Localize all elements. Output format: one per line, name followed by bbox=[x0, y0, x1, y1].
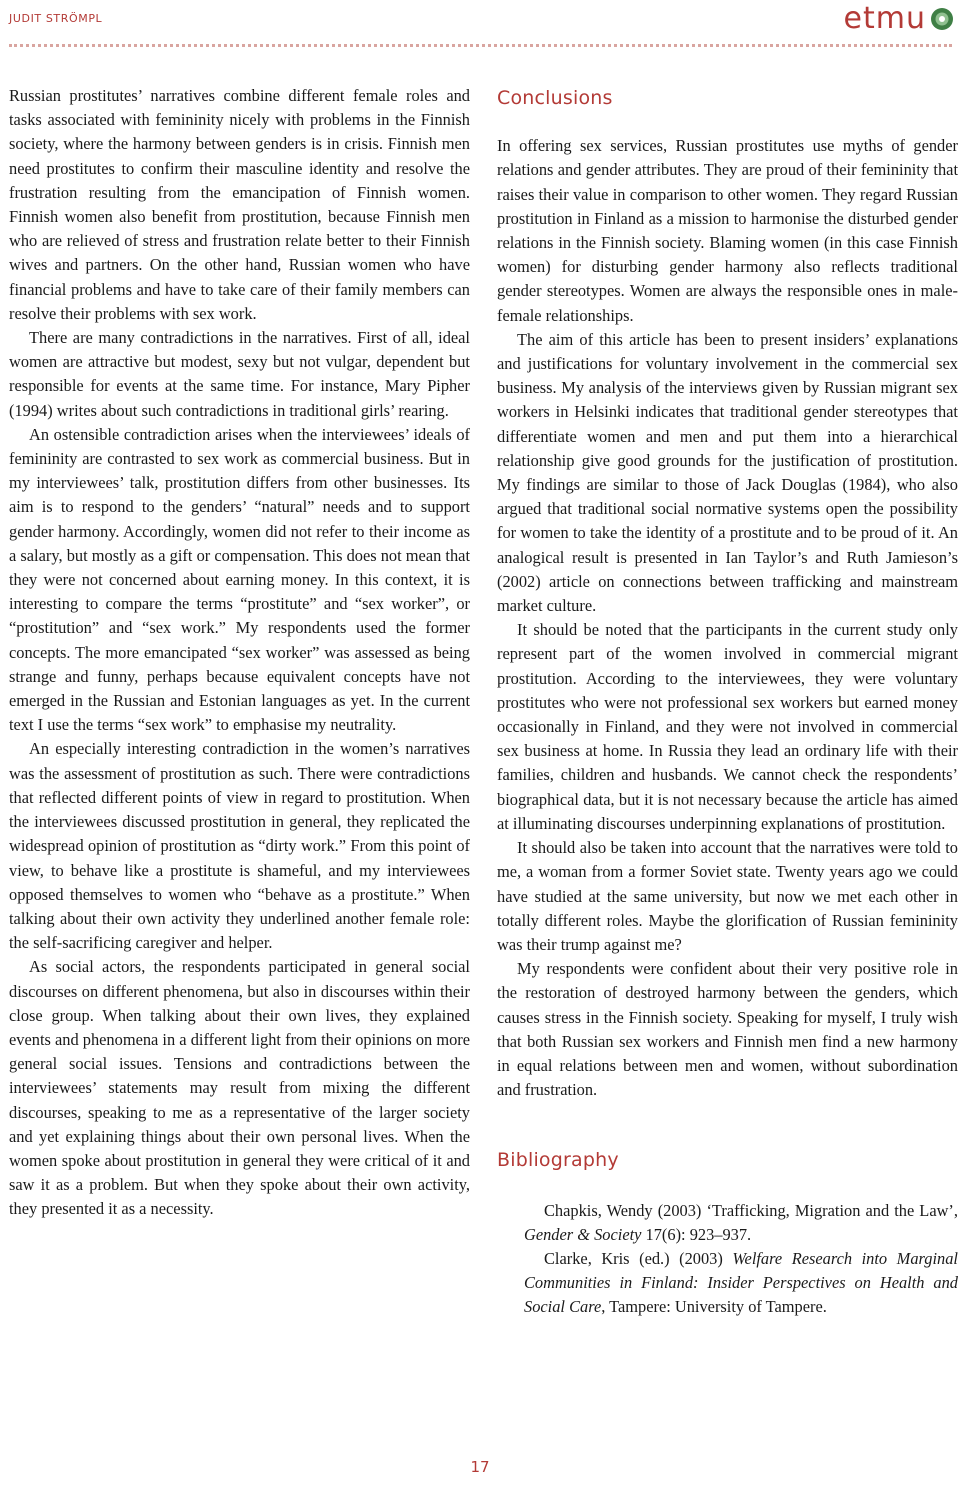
logo-text: etmu bbox=[843, 1, 926, 36]
conclusions-paragraph: It should be noted that the participants in the current study only represent part of the women involved in commercial migrant prostitution. According to the interviewees, they were voluntary prostitutes who were not professional sex workers but earned money occasionally in Finland, and they were not involved in commercial sex business at home. In Russia they lead an ordinary life with their families, children and husbands. We cannot check the respondents’ biographical data, but it is not necessary because the article has aimed at illuminating discourses underpinning explanations of prostitution. bbox=[497, 620, 958, 833]
bibliography-entry-text: 17(6): 923–937. bbox=[641, 1224, 752, 1244]
body-paragraph: An especially interesting contradiction in the women’s narratives was the assessment of prostitution as such. There were contradictions that reflected different points of view in regard to prostitution. When the interviewees discussed prostitution in general, they replicated the widespread opinion of prostitution as “dirty work.” From this point of view, to behave like a prostitute is shameful, and my interviewees opposed themselves to women who “behave as a prostitute.” When talking about their own activity they underlined another female role: the self-sacrificing caregiver and helper. bbox=[9, 739, 470, 953]
page-number: 17 bbox=[470, 1458, 490, 1476]
conclusions-paragraph: My respondents were confident about their very positive role in the restoration of destroyed harmony between the genders, which causes stress in the Finnish society. Speaking for myself, I truly wish that both Russian sex workers and Finnish men find a new harmony in equal relations between men and women, without subordination and frustration. bbox=[497, 959, 958, 1100]
etmu-logo bbox=[843, 1, 954, 36]
bibliography-entry-text: Clarke, Kris (ed.) (2003) bbox=[544, 1248, 733, 1268]
conclusions-paragraph: The aim of this article has been to present insiders’ explanations and justifications for voluntary involvement in the commercial sex business. My analysis of the interviews given by Russian migrant sex workers in Helsinki indicates that traditional gender stereotypes that differentiate women and men and put them into a hierarchical relationship give good grounds for the justification of prostitution. My findings are similar to those of Jack Douglas (1984), who also argued that traditional social normative systems open the possibility for women to take the identity of a prostitute and to be proud of it. An analogical result is presented in Ian Taylor’s and Ruth Jamieson’s (2002) article on connections between trafficking and mainstream market culture. bbox=[497, 329, 958, 616]
bibliography-entry-title: Welfare Research into Marginal Communities in Finland: Insider Perspectives on Health and Social Care bbox=[524, 1248, 958, 1317]
bibliography-entry-text: , Tampere: University of Tampere. bbox=[601, 1297, 827, 1317]
globe-icon bbox=[930, 7, 954, 31]
body-paragraph: An ostensible contradiction arises when the interviewees’ ideals of femininity are contrasted to sex work as commercial business. But in my interviewees’ talk, prostitution differs from other businesses. Its aim is to respond to the genders’ “natural” needs and to support gender harmony. Accordingly, women did not refer to their income as a salary, but mostly as a gift or compensation. This does not mean that they were not concerned about earning money. In this context, it is interesting to compare the terms “prostitute” and “sex worker”, or “prostitution” and “sex work.” My respondents used the former concepts. The more emancipated “sex worker” was assessed as being strange and funny, perhaps because equivalent concepts have not emerged in the Russian and Estonian languages as yet. In the current text I use the terms “sex work” to emphasise my neutrality. bbox=[9, 424, 470, 735]
right-column bbox=[497, 84, 958, 1320]
header-divider bbox=[9, 44, 952, 47]
bibliography-entry-title: Gender & Society bbox=[524, 1224, 642, 1244]
left-column bbox=[9, 84, 470, 1222]
conclusions-heading: Conclusions bbox=[497, 87, 613, 109]
body-paragraph: There are many contradictions in the narratives. First of all, ideal women are attractive but modest, sexy but not vulgar, dependent but responsible for events at the same time. For instance, Mary Pipher (1994) writes about such contradictions in traditional girls’ rearing. bbox=[9, 328, 470, 420]
body-paragraph: As social actors, the respondents participated in general social discourses on different phenomena, but also in discourses within their close group. When talking about their own lives, they explained events and phenomena in a different light from their opinions on more general social issues. Tensions and contradictions between the interviewees’ statements may result from mixing the different discourses, speaking to me as a representative of the larger society and yet explaining things about their own personal lives. When the women spoke about prostitution in general they were critical of it and saw it as a problem. But when they spoke about their own activity, they presented it as a necessity. bbox=[9, 957, 470, 1219]
conclusions-paragraph: In offering sex services, Russian prostitutes use myths of gender relations and gender attributes. They are proud of their femininity that raises their value in comparison to other women. They regard Russian prostitution in Finland as a mission to harmonise the disturbed gender relations in the Finnish society. Blaming women (in this case Finnish women) for disturbing gender harmony also reflects traditional gender stereotypes. Women are always the responsible ones in male-female relationships. bbox=[497, 136, 958, 325]
bibliography-entry bbox=[497, 1247, 958, 1320]
conclusions-paragraph: It should also be taken into account that the narratives were told to me, a woman from a former Soviet state. Twenty years ago we could have studied at the same university, but now we met each other in totally different roles. Maybe the glorification of Russian femininity was their trump against me? bbox=[497, 838, 958, 954]
bibliography-heading: Bibliography bbox=[497, 1149, 619, 1172]
running-head: JUDIT STRÖMPL bbox=[9, 12, 103, 25]
bibliography-entry-text: Chapkis, Wendy (2003) ‘Trafficking, Migration and the Law’, bbox=[544, 1200, 958, 1220]
bibliography-entry bbox=[497, 1199, 958, 1247]
body-paragraph: Russian prostitutes’ narratives combine different female roles and tasks associated with femininity nicely with problems in the Finnish society, where the harmony between genders is in crisis. Finnish men need prostitutes to confirm their masculine identity and resolve the frustration resulting from the emancipation of Finnish women. Finnish women also benefit from prostitution, because Finnish men who are relieved of stress and frustration relate better to their Finnish wives and partners. On the other hand, Russian women who have financial problems and have to take care of their family members can resolve their problems with sex work. bbox=[9, 86, 470, 323]
